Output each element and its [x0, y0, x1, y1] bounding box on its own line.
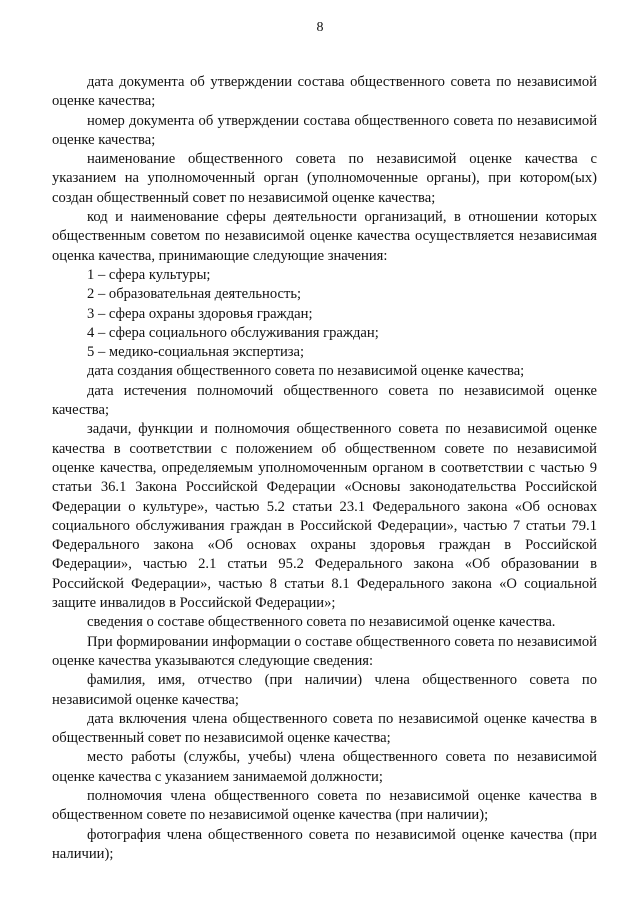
list-item: 1 – сфера культуры; [87, 266, 211, 283]
paragraph: дата включения члена общественного совета по независимой оценке качества в общественный совет по независимой оценке качества; [52, 710, 597, 747]
list-item: 4 – сфера социального обслуживания граждан; [87, 324, 379, 341]
paragraph: фотография члена общественного совета по независимой оценке качества (при наличии); [52, 826, 597, 862]
paragraph: сведения о составе общественного совета по независимой оценке качества. [87, 614, 556, 631]
paragraph: фамилия, имя, отчество (при наличии) члена общественного совета по независимой оценке качества; [52, 672, 597, 708]
paragraph: код и наименование сферы деятельности организаций, в отношении которых общественным советом по независимой оценке качества осуществляется независимая оценка качества, принимающие следующие значения: [52, 209, 597, 264]
paragraph: полномочия члена общественного совета по независимой оценке качества в общественном совете по независимой оценке качества (при наличии); [52, 787, 597, 824]
list-item: 5 – медико-социальная экспертиза; [87, 344, 305, 361]
paragraph: задачи, функции и полномочия общественного совета по независимой оценке качества в соответствии с положением об общественном совете по независимой оценке качества, определяемым уполномоченным органом в соответствии с частью 9 статьи 36.1 Закона Российской Федерации «Основы законодательства Российской Федерации о культуре», частью 5.2 статьи 23.1 Федерального закона «Об основах социального обслуживания граждан в Российской Федерации», частью 7 статьи 79.1 Федерального закона «Об основах охраны здоровья граждан в Российской Федерации», частью 2.1 статьи 95.2 Федерального закона «Об образовании в Российской Федерации», частью 8 статьи 8.1 Федерального закона «О социальной защите инвалидов в Российской Федерации»; [52, 421, 597, 612]
list-item: 2 – образовательная деятельность; [87, 286, 302, 303]
document-body [52, 73, 597, 864]
page-number: 8 [316, 20, 324, 35]
paragraph: дата создания общественного совета по независимой оценке качества; [87, 363, 525, 380]
paragraph: наименование общественного совета по независимой оценке качества с указанием на уполномоченный орган (уполномоченные органы), при котором(ых) создан общественный совет по независимой оценке качества; [52, 151, 597, 206]
paragraph: место работы (службы, учебы) члена общественного совета по независимой оценке качества с указанием занимаемой должности; [52, 749, 597, 785]
paragraph: При формировании информации о составе общественного совета по независимой оценке качества указываются следующие сведения: [52, 633, 597, 669]
paragraph: номер документа об утверждении состава общественного совета по независимой оценке качества; [52, 112, 597, 148]
paragraph: дата документа об утверждении состава общественного совета по независимой оценке качества; [52, 74, 597, 110]
list-item: 3 – сфера охраны здоровья граждан; [87, 305, 313, 322]
paragraph: дата истечения полномочий общественного совета по независимой оценке качества; [52, 382, 597, 419]
